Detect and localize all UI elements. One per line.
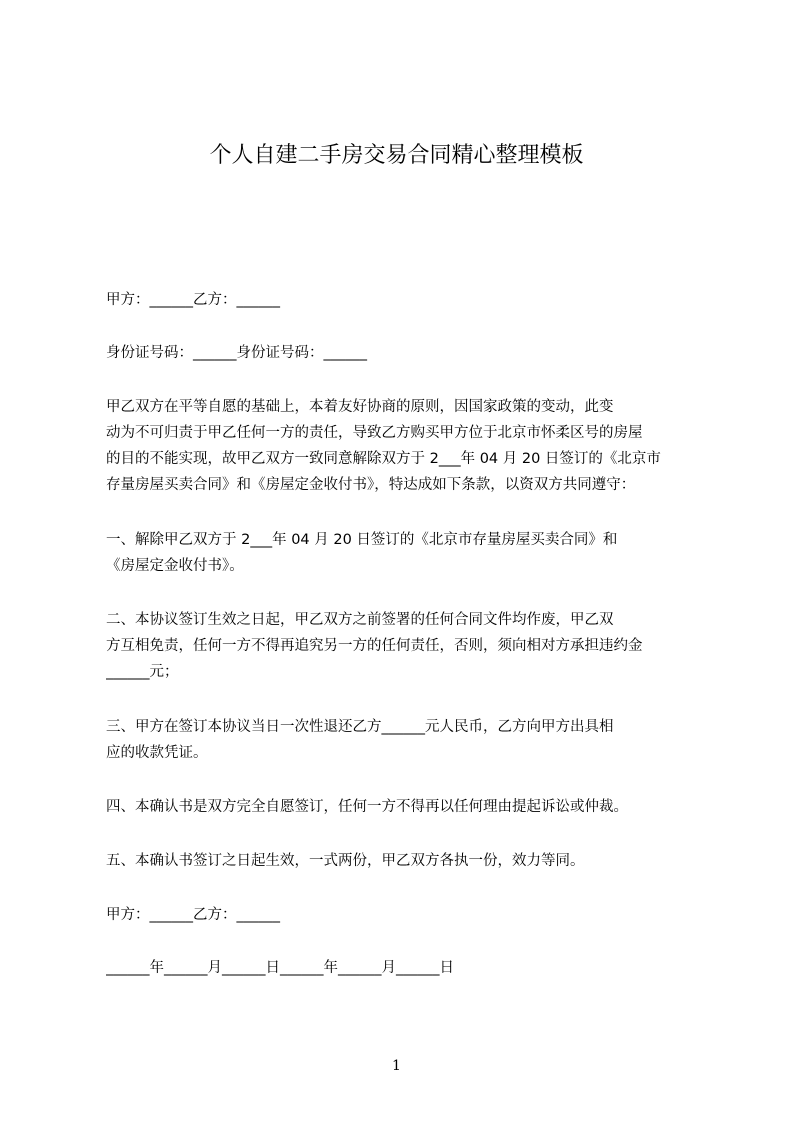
intro-line-2: 动为不可归责于甲乙任何一方的责任，导致乙方购买甲方位于北京市怀柔区号的房屋 [106,425,643,441]
parties-line-bottom: 甲方：______乙方：______ [106,907,280,923]
clause-2-line-3: ______元； [106,664,179,680]
clause-4: 四、本确认书是双方完全自愿签订，任何一方不得再以任何理由提起诉讼或仲裁。 [106,799,628,815]
parties-line-top: 甲方：______乙方：______ [106,292,280,308]
page-number: 1 [392,1058,401,1074]
document-title: 个人自建二手房交易合同精心整理模板 [209,143,584,168]
id-number-line: 身份证号码：______身份证号码：______ [106,345,367,361]
clause-2-line-1: 二、本协议签订生效之日起，甲乙双方之前签署的任何合同文件均作废，甲乙双 [106,612,614,628]
clause-3-line-2: 应的收款凭证。 [106,745,208,761]
clause-1-line-2: 《房屋定金收付书》。 [106,558,244,574]
clause-3-line-1: 三、甲方在签订本协议当日一次性退还乙方______元人民币，乙方向甲方出具相 [106,719,614,735]
intro-line-3: 的目的不能实现，故甲乙双方一致同意解除双方于 2___年 04 月 20 日签订的《北京市 [106,451,661,467]
intro-line-4: 存量房屋买卖合同》和《房屋定金收付书》，特达成如下条款，以资双方共同遵守： [106,477,636,493]
clause-1-line-1: 一、解除甲乙双方于 2___年 04 月 20 日签订的《北京市存量房屋买卖合同》和 [106,532,618,548]
clause-5: 五、本确认书签订之日起生效，一式两份，甲乙双方各执一份，效力等同。 [106,853,585,869]
intro-line-1: 甲乙双方在平等自愿的基础上，本着友好协商的原则，因国家政策的变动，此变 [106,399,614,415]
date-line: ______年______月______日______年______月______日 [106,960,454,976]
clause-2-line-2: 方互相免责，任何一方不得再追究另一方的任何责任，否则，须向相对方承担违约金 [106,638,643,654]
